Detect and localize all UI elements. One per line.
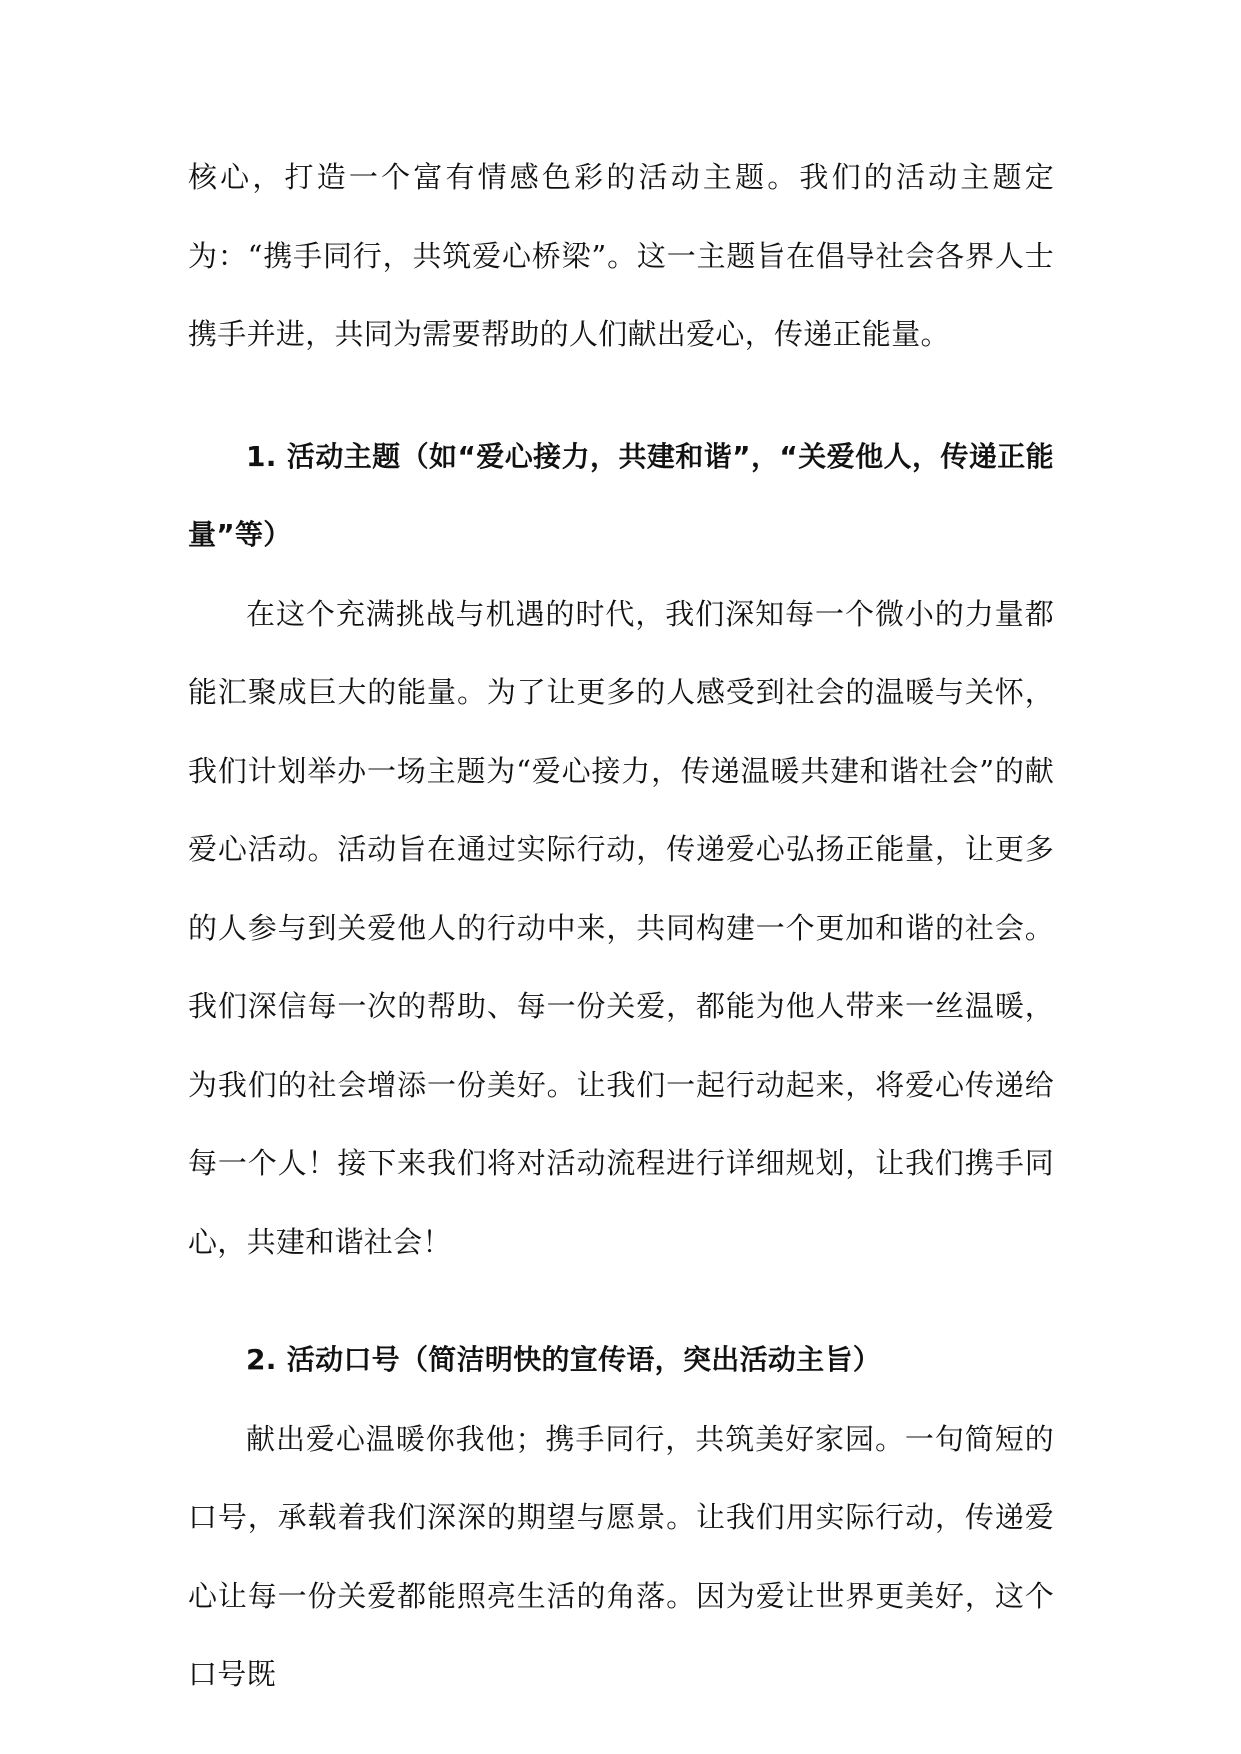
document-body [188,138,1054,1714]
section-1-heading: 1. 活动主题（如“爱心接力，共建和谐”，“关爱他人，传递正能量”等） [188,439,1054,551]
intro-paragraph: 核心，打造一个富有情感色彩的活动主题。我们的活动主题定为：“携手同行，共筑爱心桥梁”。这一主题旨在倡导社会各界人士携手并进，共同为需要帮助的人们献出爱心，传递正能量。 [188,160,1054,351]
paragraph-spacer [188,374,1054,418]
section-2-paragraph: 献出爱心温暖你我他；携手同行，共筑美好家园。一句简短的口号，承载着我们深深的期望与愿景。让我们用实际行动，传递爱心让每一份关爱都能照亮生活的角落。因为爱让世界更美好，这个口号既 [188,1421,1054,1691]
section-1-paragraph: 在这个充满挑战与机遇的时代，我们深知每一个微小的力量都能汇聚成巨大的能量。为了让更多的人感受到社会的温暖与关怀，我们计划举办一场主题为“爱心接力，传递温暖共建和谐社会”的献爱心活动。活动旨在通过实际行动，传递爱心弘扬正能量，让更多的人参与到关爱他人的行动中来，共同构建一个更加和谐的社会。我们深信每一次的帮助、每一份关爱，都能为他人带来一丝温暖，为我们的社会增添一份美好。让我们一起行动起来，将爱心传递给每一个人！接下来我们将对活动流程进行详细规划，让我们携手同心，共建和谐社会！ [188,596,1054,1259]
paragraph-spacer [188,1281,1054,1321]
section-2-heading: 2. 活动口号（简洁明快的宣传语，突出活动主旨） [246,1343,882,1376]
